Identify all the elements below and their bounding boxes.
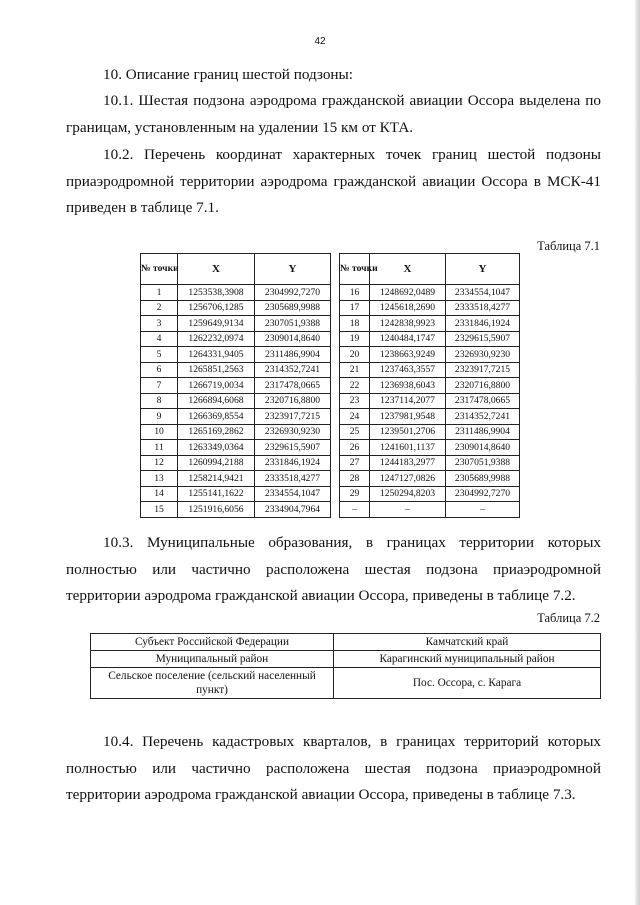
- x-coordinate: 1263349,0364: [178, 440, 255, 456]
- table-7-2-caption: Таблица 7.2: [537, 611, 600, 625]
- x-coordinate: 1237981,9548: [370, 409, 446, 425]
- y-coordinate: 2304992,7270: [255, 285, 331, 301]
- x-coordinate: 1240484,1747: [370, 331, 446, 347]
- point-number: 12: [141, 455, 178, 471]
- table-row: [141, 471, 331, 487]
- page-number: 42: [314, 36, 326, 47]
- table-row: [141, 362, 331, 378]
- table-row: [141, 347, 331, 363]
- table-row: [340, 378, 520, 394]
- x-coordinate: 1245618,2690: [370, 300, 446, 316]
- table-row: [91, 668, 601, 699]
- point-number: 5: [141, 347, 178, 363]
- point-number: 1: [141, 285, 178, 301]
- table-row: [340, 393, 520, 409]
- y-coordinate: 2307051,9388: [446, 455, 520, 471]
- y-coordinate: 2334554,1047: [446, 285, 520, 301]
- table-row: [340, 362, 520, 378]
- table-row: [91, 651, 601, 668]
- settlement-label: Сельское поселение (сельский населенный пункт): [91, 668, 334, 699]
- table-row: [141, 502, 331, 518]
- y-coordinate: 2314352,7241: [446, 409, 520, 425]
- x-coordinate: 1259649,9134: [178, 316, 255, 332]
- y-coordinate: 2317478,0665: [255, 378, 331, 394]
- paragraph-10-3: 10.3. Муниципальные образования, в границах территории которых полностью или частично расположена шестая подзона приаэродромной территории аэродрома гражданской авиации Оссора, приведены в таблице 7.2.: [66, 534, 601, 604]
- section-heading: 10. Описание границ шестой подзоны:: [103, 66, 353, 83]
- x-coordinate: 1248692,0489: [370, 285, 446, 301]
- y-coordinate: 2311486,9904: [255, 347, 331, 363]
- y-coordinate: 2307051,9388: [255, 316, 331, 332]
- x-coordinate: 1266369,8554: [178, 409, 255, 425]
- table-row: [340, 471, 520, 487]
- coords-table-left: [140, 253, 331, 518]
- point-number: 24: [340, 409, 370, 425]
- table-row: [340, 424, 520, 440]
- point-number: 8: [141, 393, 178, 409]
- table-row: [141, 455, 331, 471]
- y-coordinate: 2334904,7964: [255, 502, 331, 518]
- x-coordinate: 1258214,9421: [178, 471, 255, 487]
- settlement-value: Пос. Оссора, с. Карага: [334, 668, 601, 699]
- table-row: [340, 285, 520, 301]
- point-number: 26: [340, 440, 370, 456]
- y-coordinate: 2305689,9988: [446, 471, 520, 487]
- table-row: [141, 409, 331, 425]
- x-coordinate: 1237114,2077: [370, 393, 446, 409]
- x-coordinate: 1244183,2977: [370, 455, 446, 471]
- y-coordinate: 2329615,5907: [446, 331, 520, 347]
- x-coordinate: 1253538,3908: [178, 285, 255, 301]
- table-row: [340, 331, 520, 347]
- x-coordinate: 1238663,9249: [370, 347, 446, 363]
- col-header-point: № точки: [340, 254, 370, 285]
- point-number: 19: [340, 331, 370, 347]
- point-number: 20: [340, 347, 370, 363]
- table-row: [141, 378, 331, 394]
- y-coordinate: 2320716,8800: [446, 378, 520, 394]
- x-coordinate: 1265169,2862: [178, 424, 255, 440]
- paragraph-10-2: 10.2. Перечень координат характерных точек границ шестой подзоны приаэродромной территории аэродрома гражданской авиации Оссора в МСК-41 приведен в таблице 7.1.: [66, 146, 601, 216]
- y-coordinate: 2304992,7270: [446, 486, 520, 502]
- subject-value: Камчатский край: [334, 634, 601, 651]
- paragraph-10-4: 10.4. Перечень кадастровых кварталов, в границах территорий которых полностью или частично расположена шестая подзона приаэродромной территории аэродрома гражданской авиации Оссора, приведены в таблице 7.3.: [66, 733, 601, 803]
- y-coordinate: 2331846,1924: [255, 455, 331, 471]
- point-number: 22: [340, 378, 370, 394]
- point-number: 6: [141, 362, 178, 378]
- y-coordinate: 2314352,7241: [255, 362, 331, 378]
- col-header-y: Y: [255, 254, 331, 285]
- y-coordinate: 2323917,7215: [255, 409, 331, 425]
- paragraph-10-1: 10.1. Шестая подзона аэродрома гражданской авиации Оссора выделена по границам, установленным на удалении 15 км от КТА.: [66, 92, 601, 136]
- table-row: [91, 634, 601, 651]
- point-number: 25: [340, 424, 370, 440]
- municipalities-table: [90, 633, 601, 699]
- point-number: 11: [141, 440, 178, 456]
- table-row: [141, 486, 331, 502]
- x-coordinate: 1266719,0034: [178, 378, 255, 394]
- x-coordinate: 1265851,2563: [178, 362, 255, 378]
- table-row: [141, 316, 331, 332]
- table-row: [340, 300, 520, 316]
- table-row: [340, 316, 520, 332]
- point-number: 9: [141, 409, 178, 425]
- table-row: [141, 285, 331, 301]
- point-number: 14: [141, 486, 178, 502]
- point-number: 29: [340, 486, 370, 502]
- y-coordinate: 2333518,4277: [446, 300, 520, 316]
- page-edge-shadow: [634, 0, 640, 905]
- table-row: [340, 347, 520, 363]
- x-coordinate: 1247127,0826: [370, 471, 446, 487]
- y-coordinate: 2309014,8640: [255, 331, 331, 347]
- point-number: 7: [141, 378, 178, 394]
- subject-label: Субъект Российской Федерации: [91, 634, 334, 651]
- coords-table-right: [339, 253, 520, 518]
- point-number: 10: [141, 424, 178, 440]
- x-coordinate: 1242838,9923: [370, 316, 446, 332]
- point-number: 3: [141, 316, 178, 332]
- col-header-point: № точки: [141, 254, 178, 285]
- x-coordinate: 1237463,3557: [370, 362, 446, 378]
- x-coordinate: 1255141,1622: [178, 486, 255, 502]
- point-number: 27: [340, 455, 370, 471]
- point-number: 21: [340, 362, 370, 378]
- col-header-x: X: [370, 254, 446, 285]
- y-coordinate: 2309014,8640: [446, 440, 520, 456]
- y-coordinate: 2317478,0665: [446, 393, 520, 409]
- y-coordinate: 2311486,9904: [446, 424, 520, 440]
- point-number: 13: [141, 471, 178, 487]
- table-row: [340, 455, 520, 471]
- district-label: Муниципальный район: [91, 651, 334, 668]
- point-number: 4: [141, 331, 178, 347]
- y-coordinate: 2305689,9988: [255, 300, 331, 316]
- point-number: 17: [340, 300, 370, 316]
- x-coordinate: 1250294,8203: [370, 486, 446, 502]
- point-number: 23: [340, 393, 370, 409]
- table-row: [141, 424, 331, 440]
- table-row: [141, 440, 331, 456]
- point-number: 16: [340, 285, 370, 301]
- table-row: [340, 409, 520, 425]
- table-row: [340, 440, 520, 456]
- point-number: 28: [340, 471, 370, 487]
- table-row: [141, 300, 331, 316]
- table-row: [141, 331, 331, 347]
- x-coordinate: 1239501,2706: [370, 424, 446, 440]
- point-number: 18: [340, 316, 370, 332]
- x-coordinate: 1262232,0974: [178, 331, 255, 347]
- table-row: [340, 502, 520, 518]
- x-coordinate: –: [370, 502, 446, 518]
- y-coordinate: 2333518,4277: [255, 471, 331, 487]
- x-coordinate: 1236938,6043: [370, 378, 446, 394]
- col-header-y: Y: [446, 254, 520, 285]
- y-coordinate: 2326930,9230: [255, 424, 331, 440]
- y-coordinate: 2326930,9230: [446, 347, 520, 363]
- y-coordinate: 2329615,5907: [255, 440, 331, 456]
- y-coordinate: 2331846,1924: [446, 316, 520, 332]
- y-coordinate: 2323917,7215: [446, 362, 520, 378]
- y-coordinate: –: [446, 502, 520, 518]
- district-value: Карагинский муниципальный район: [334, 651, 601, 668]
- x-coordinate: 1251916,6056: [178, 502, 255, 518]
- y-coordinate: 2320716,8800: [255, 393, 331, 409]
- point-number: 2: [141, 300, 178, 316]
- x-coordinate: 1241601,1137: [370, 440, 446, 456]
- point-number: –: [340, 502, 370, 518]
- table-row: [141, 393, 331, 409]
- table-7-1-caption: Таблица 7.1: [537, 239, 600, 253]
- x-coordinate: 1256706,1285: [178, 300, 255, 316]
- point-number: 15: [141, 502, 178, 518]
- y-coordinate: 2334554,1047: [255, 486, 331, 502]
- col-header-x: X: [178, 254, 255, 285]
- table-row: [340, 486, 520, 502]
- x-coordinate: 1266894,6068: [178, 393, 255, 409]
- x-coordinate: 1260994,2188: [178, 455, 255, 471]
- x-coordinate: 1264331,9405: [178, 347, 255, 363]
